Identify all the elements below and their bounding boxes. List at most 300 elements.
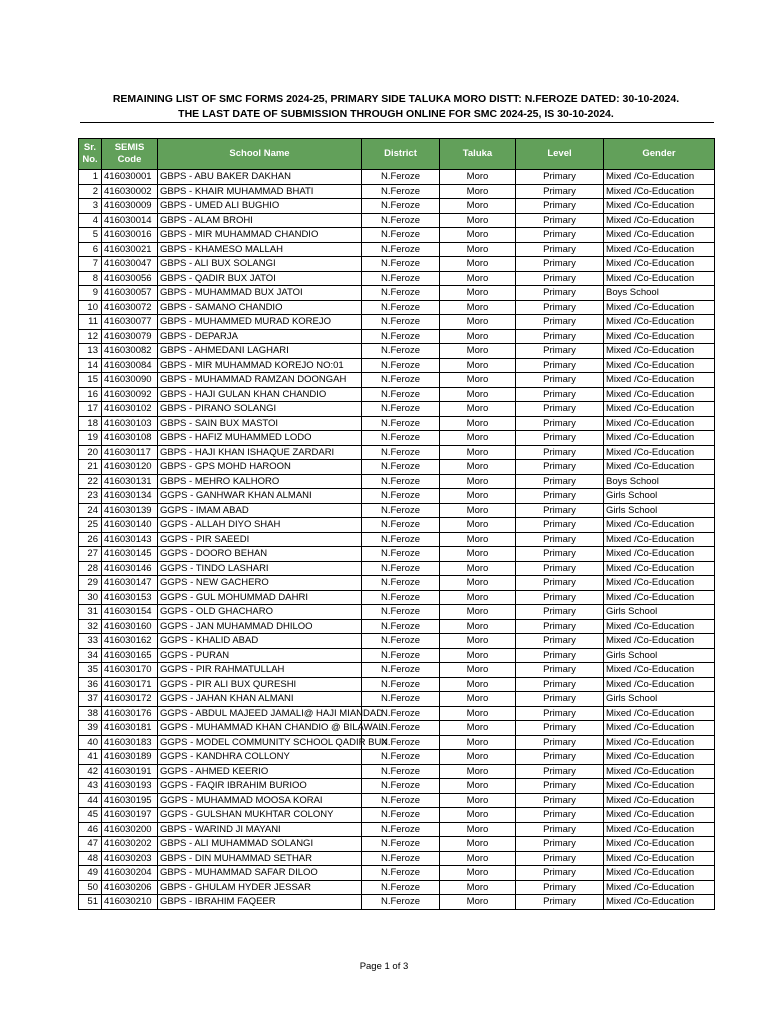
cell-taluka: Moro <box>440 866 516 881</box>
cell-level: Primary <box>516 532 604 547</box>
cell-gender: Mixed /Co-Education <box>604 590 715 605</box>
cell-district: N.Feroze <box>362 387 440 402</box>
cell-sr-no: 7 <box>79 257 102 272</box>
cell-semis-code: 416030204 <box>102 866 158 881</box>
table-row[interactable] <box>79 402 715 417</box>
cell-taluka: Moro <box>440 532 516 547</box>
cell-taluka: Moro <box>440 735 516 750</box>
table-row[interactable] <box>79 851 715 866</box>
cell-district: N.Feroze <box>362 779 440 794</box>
cell-level: Primary <box>516 808 604 823</box>
cell-semis-code: 416030072 <box>102 300 158 315</box>
table-row[interactable] <box>79 373 715 388</box>
cell-school-name: GBPS - SAIN BUX MASTOI <box>158 416 362 431</box>
cell-district: N.Feroze <box>362 764 440 779</box>
cell-semis-code: 416030202 <box>102 837 158 852</box>
cell-district: N.Feroze <box>362 344 440 359</box>
cell-school-name: GGPS - KANDHRA COLLONY <box>158 750 362 765</box>
cell-school-name: GBPS - MUHAMMED MURAD KOREJO <box>158 315 362 330</box>
cell-level: Primary <box>516 300 604 315</box>
cell-gender: Mixed /Co-Education <box>604 315 715 330</box>
cell-semis-code: 416030120 <box>102 460 158 475</box>
cell-school-name: GGPS - OLD GHACHARO <box>158 605 362 620</box>
cell-level: Primary <box>516 286 604 301</box>
cell-level: Primary <box>516 460 604 475</box>
cell-semis-code: 416030140 <box>102 518 158 533</box>
cell-gender: Mixed /Co-Education <box>604 460 715 475</box>
cell-school-name: GGPS - KHALID ABAD <box>158 634 362 649</box>
cell-level: Primary <box>516 576 604 591</box>
table-row[interactable] <box>79 460 715 475</box>
cell-taluka: Moro <box>440 793 516 808</box>
cell-semis-code: 416030103 <box>102 416 158 431</box>
table-row[interactable] <box>79 344 715 359</box>
table-row[interactable] <box>79 532 715 547</box>
table-row[interactable] <box>79 474 715 489</box>
table-row[interactable] <box>79 489 715 504</box>
cell-gender: Mixed /Co-Education <box>604 706 715 721</box>
cell-sr-no: 12 <box>79 329 102 344</box>
cell-gender: Mixed /Co-Education <box>604 764 715 779</box>
cell-sr-no: 20 <box>79 445 102 460</box>
cell-sr-no: 26 <box>79 532 102 547</box>
cell-district: N.Feroze <box>362 431 440 446</box>
cell-gender: Mixed /Co-Education <box>604 532 715 547</box>
cell-district: N.Feroze <box>362 416 440 431</box>
cell-level: Primary <box>516 402 604 417</box>
cell-district: N.Feroze <box>362 750 440 765</box>
cell-sr-no: 41 <box>79 750 102 765</box>
cell-sr-no: 23 <box>79 489 102 504</box>
cell-gender: Girls School <box>604 648 715 663</box>
cell-taluka: Moro <box>440 416 516 431</box>
cell-gender: Mixed /Co-Education <box>604 634 715 649</box>
cell-sr-no: 32 <box>79 619 102 634</box>
cell-level: Primary <box>516 721 604 736</box>
cell-school-name: GBPS - WARIND JI MAYANI <box>158 822 362 837</box>
cell-sr-no: 47 <box>79 837 102 852</box>
schools-table <box>78 138 715 910</box>
cell-school-name: GBPS - ALAM BROHI <box>158 213 362 228</box>
column-header-gender[interactable]: Gender <box>604 139 715 170</box>
table-row[interactable] <box>79 880 715 895</box>
cell-sr-no: 14 <box>79 358 102 373</box>
cell-district: N.Feroze <box>362 880 440 895</box>
cell-school-name: GGPS - MODEL COMMUNITY SCHOOL QADIR BUX <box>158 735 362 750</box>
cell-taluka: Moro <box>440 706 516 721</box>
cell-taluka: Moro <box>440 286 516 301</box>
cell-school-name: GGPS - NEW GACHERO <box>158 576 362 591</box>
cell-semis-code: 416030162 <box>102 634 158 649</box>
table-row[interactable] <box>79 750 715 765</box>
cell-school-name: GBPS - ALI BUX SOLANGI <box>158 257 362 272</box>
cell-gender: Mixed /Co-Education <box>604 271 715 286</box>
cell-taluka: Moro <box>440 721 516 736</box>
cell-gender: Boys School <box>604 286 715 301</box>
cell-sr-no: 43 <box>79 779 102 794</box>
cell-taluka: Moro <box>440 387 516 402</box>
cell-school-name: GBPS - ABU BAKER DAKHAN <box>158 170 362 185</box>
column-header-sr-no[interactable] <box>79 139 102 170</box>
cell-level: Primary <box>516 692 604 707</box>
column-header-taluka[interactable]: Taluka <box>440 139 516 170</box>
cell-level: Primary <box>516 474 604 489</box>
column-header-district[interactable]: District <box>362 139 440 170</box>
table-row[interactable] <box>79 692 715 707</box>
cell-school-name: GBPS - IBRAHIM FAQEER <box>158 895 362 910</box>
cell-gender: Mixed /Co-Education <box>604 416 715 431</box>
cell-gender: Mixed /Co-Education <box>604 373 715 388</box>
cell-sr-no: 28 <box>79 561 102 576</box>
cell-semis-code: 416030191 <box>102 764 158 779</box>
cell-district: N.Feroze <box>362 445 440 460</box>
cell-sr-no: 34 <box>79 648 102 663</box>
cell-taluka: Moro <box>440 489 516 504</box>
table-row[interactable] <box>79 677 715 692</box>
cell-level: Primary <box>516 373 604 388</box>
cell-gender: Mixed /Co-Education <box>604 677 715 692</box>
cell-gender: Mixed /Co-Education <box>604 837 715 852</box>
cell-district: N.Feroze <box>362 721 440 736</box>
table-row[interactable] <box>79 315 715 330</box>
cell-taluka: Moro <box>440 590 516 605</box>
table-row[interactable] <box>79 242 715 257</box>
cell-gender: Mixed /Co-Education <box>604 808 715 823</box>
cell-gender: Boys School <box>604 474 715 489</box>
cell-semis-code: 416030077 <box>102 315 158 330</box>
cell-district: N.Feroze <box>362 286 440 301</box>
cell-gender: Mixed /Co-Education <box>604 257 715 272</box>
cell-taluka: Moro <box>440 257 516 272</box>
cell-taluka: Moro <box>440 619 516 634</box>
cell-taluka: Moro <box>440 170 516 185</box>
cell-semis-code: 416030057 <box>102 286 158 301</box>
table-row[interactable] <box>79 416 715 431</box>
table-row[interactable] <box>79 387 715 402</box>
table-row[interactable] <box>79 837 715 852</box>
cell-semis-code: 416030210 <box>102 895 158 910</box>
cell-sr-no: 42 <box>79 764 102 779</box>
cell-semis-code: 416030193 <box>102 779 158 794</box>
cell-taluka: Moro <box>440 199 516 214</box>
table-row[interactable] <box>79 358 715 373</box>
cell-sr-no: 27 <box>79 547 102 562</box>
cell-level: Primary <box>516 605 604 620</box>
cell-school-name: GGPS - PIR RAHMATULLAH <box>158 663 362 678</box>
cell-taluka: Moro <box>440 576 516 591</box>
table-row[interactable] <box>79 199 715 214</box>
cell-semis-code: 416030002 <box>102 184 158 199</box>
cell-semis-code: 416030189 <box>102 750 158 765</box>
cell-school-name: GGPS - MUHAMMAD KHAN CHANDIO @ BILAWAL <box>158 721 362 736</box>
cell-semis-code: 416030195 <box>102 793 158 808</box>
table-row[interactable] <box>79 605 715 620</box>
table-row[interactable] <box>79 808 715 823</box>
cell-district: N.Feroze <box>362 576 440 591</box>
cell-school-name: GBPS - QADIR BUX JATOI <box>158 271 362 286</box>
table-row[interactable] <box>79 257 715 272</box>
cell-taluka: Moro <box>440 373 516 388</box>
column-header-school-name[interactable]: School Name <box>158 139 362 170</box>
cell-district: N.Feroze <box>362 213 440 228</box>
cell-level: Primary <box>516 822 604 837</box>
table-row[interactable] <box>79 895 715 910</box>
cell-taluka: Moro <box>440 808 516 823</box>
table-row[interactable] <box>79 300 715 315</box>
cell-sr-no: 3 <box>79 199 102 214</box>
cell-semis-code: 416030170 <box>102 663 158 678</box>
cell-taluka: Moro <box>440 677 516 692</box>
cell-level: Primary <box>516 358 604 373</box>
cell-gender: Mixed /Co-Education <box>604 228 715 243</box>
cell-sr-no: 17 <box>79 402 102 417</box>
cell-gender: Mixed /Co-Education <box>604 344 715 359</box>
cell-taluka: Moro <box>440 300 516 315</box>
cell-level: Primary <box>516 242 604 257</box>
table-row[interactable] <box>79 779 715 794</box>
cell-level: Primary <box>516 387 604 402</box>
cell-district: N.Feroze <box>362 793 440 808</box>
table-row[interactable] <box>79 518 715 533</box>
document-title: REMAINING LIST OF SMC FORMS 2024-25, PRIMARY SIDE TALUKA MORO DISTT: N.FEROZE DATED: 30-10-2024. <box>112 93 680 105</box>
cell-level: Primary <box>516 547 604 562</box>
cell-gender: Mixed /Co-Education <box>604 199 715 214</box>
cell-taluka: Moro <box>440 344 516 359</box>
table-row[interactable] <box>79 735 715 750</box>
cell-sr-no: 6 <box>79 242 102 257</box>
cell-sr-no: 45 <box>79 808 102 823</box>
cell-district: N.Feroze <box>362 866 440 881</box>
cell-sr-no: 51 <box>79 895 102 910</box>
cell-gender: Mixed /Co-Education <box>604 779 715 794</box>
cell-taluka: Moro <box>440 242 516 257</box>
table-row[interactable] <box>79 445 715 460</box>
cell-taluka: Moro <box>440 213 516 228</box>
table-row[interactable] <box>79 793 715 808</box>
cell-semis-code: 416030090 <box>102 373 158 388</box>
cell-school-name: GBPS - AHMEDANI LAGHARI <box>158 344 362 359</box>
column-header-level[interactable]: Level <box>516 139 604 170</box>
table-row[interactable] <box>79 634 715 649</box>
cell-sr-no: 4 <box>79 213 102 228</box>
cell-semis-code: 416030176 <box>102 706 158 721</box>
table-row[interactable] <box>79 576 715 591</box>
cell-district: N.Feroze <box>362 561 440 576</box>
cell-semis-code: 416030014 <box>102 213 158 228</box>
cell-district: N.Feroze <box>362 851 440 866</box>
cell-taluka: Moro <box>440 503 516 518</box>
table-row[interactable] <box>79 663 715 678</box>
table-row[interactable] <box>79 286 715 301</box>
table-row[interactable] <box>79 213 715 228</box>
header-semis-line2: Code <box>117 154 142 165</box>
cell-gender: Mixed /Co-Education <box>604 750 715 765</box>
cell-school-name: GGPS - JAHAN KHAN ALMANI <box>158 692 362 707</box>
cell-sr-no: 39 <box>79 721 102 736</box>
cell-sr-no: 38 <box>79 706 102 721</box>
cell-semis-code: 416030084 <box>102 358 158 373</box>
cell-level: Primary <box>516 750 604 765</box>
table-row[interactable] <box>79 561 715 576</box>
cell-sr-no: 13 <box>79 344 102 359</box>
cell-school-name: GBPS - HAFIZ MUHAMMED LODO <box>158 431 362 446</box>
cell-school-name: GGPS - IMAM ABAD <box>158 503 362 518</box>
cell-taluka: Moro <box>440 851 516 866</box>
cell-semis-code: 416030200 <box>102 822 158 837</box>
cell-district: N.Feroze <box>362 808 440 823</box>
cell-school-name: GBPS - DIN MUHAMMAD SETHAR <box>158 851 362 866</box>
table-row[interactable] <box>79 866 715 881</box>
cell-school-name: GBPS - SAMANO CHANDIO <box>158 300 362 315</box>
cell-taluka: Moro <box>440 663 516 678</box>
cell-level: Primary <box>516 213 604 228</box>
cell-semis-code: 416030134 <box>102 489 158 504</box>
table-row[interactable] <box>79 329 715 344</box>
cell-gender: Mixed /Co-Education <box>604 329 715 344</box>
column-header-semis-code[interactable] <box>102 139 158 170</box>
cell-district: N.Feroze <box>362 518 440 533</box>
cell-gender: Mixed /Co-Education <box>604 213 715 228</box>
cell-taluka: Moro <box>440 561 516 576</box>
cell-gender: Mixed /Co-Education <box>604 895 715 910</box>
cell-sr-no: 46 <box>79 822 102 837</box>
cell-district: N.Feroze <box>362 170 440 185</box>
table-row[interactable] <box>79 590 715 605</box>
table-row[interactable] <box>79 822 715 837</box>
cell-semis-code: 416030056 <box>102 271 158 286</box>
title-divider <box>80 122 714 123</box>
table-row[interactable] <box>79 431 715 446</box>
cell-sr-no: 33 <box>79 634 102 649</box>
cell-taluka: Moro <box>440 460 516 475</box>
cell-gender: Mixed /Co-Education <box>604 387 715 402</box>
cell-school-name: GBPS - KHAMESO MALLAH <box>158 242 362 257</box>
cell-school-name: GBPS - MUHAMMAD SAFAR DILOO <box>158 866 362 881</box>
cell-semis-code: 416030047 <box>102 257 158 272</box>
cell-semis-code: 416030117 <box>102 445 158 460</box>
cell-taluka: Moro <box>440 779 516 794</box>
cell-sr-no: 21 <box>79 460 102 475</box>
cell-taluka: Moro <box>440 329 516 344</box>
cell-semis-code: 416030001 <box>102 170 158 185</box>
cell-district: N.Feroze <box>362 634 440 649</box>
cell-district: N.Feroze <box>362 605 440 620</box>
cell-gender: Mixed /Co-Education <box>604 242 715 257</box>
cell-gender: Mixed /Co-Education <box>604 619 715 634</box>
cell-taluka: Moro <box>440 764 516 779</box>
cell-sr-no: 50 <box>79 880 102 895</box>
cell-gender: Girls School <box>604 692 715 707</box>
cell-gender: Girls School <box>604 503 715 518</box>
table-row[interactable] <box>79 184 715 199</box>
cell-school-name: GBPS - GHULAM HYDER JESSAR <box>158 880 362 895</box>
cell-school-name: GBPS - GPS MOHD HAROON <box>158 460 362 475</box>
table-row[interactable] <box>79 547 715 562</box>
cell-school-name: GBPS - MUHAMMAD BUX JATOI <box>158 286 362 301</box>
cell-level: Primary <box>516 837 604 852</box>
cell-taluka: Moro <box>440 547 516 562</box>
cell-school-name: GBPS - ALI MUHAMMAD SOLANGI <box>158 837 362 852</box>
table-row[interactable] <box>79 271 715 286</box>
cell-school-name: GBPS - HAJI KHAN ISHAQUE ZARDARI <box>158 445 362 460</box>
cell-level: Primary <box>516 561 604 576</box>
cell-semis-code: 416030016 <box>102 228 158 243</box>
cell-gender: Mixed /Co-Education <box>604 851 715 866</box>
cell-level: Primary <box>516 779 604 794</box>
document-subtitle: THE LAST DATE OF SUBMISSION THROUGH ONLINE FOR SMC 2024-25, IS 30-10-2024. <box>178 108 614 120</box>
cell-gender: Mixed /Co-Education <box>604 300 715 315</box>
cell-level: Primary <box>516 866 604 881</box>
cell-taluka: Moro <box>440 228 516 243</box>
cell-district: N.Feroze <box>362 271 440 286</box>
cell-sr-no: 29 <box>79 576 102 591</box>
cell-level: Primary <box>516 445 604 460</box>
cell-semis-code: 416030197 <box>102 808 158 823</box>
table-row[interactable] <box>79 706 715 721</box>
cell-taluka: Moro <box>440 518 516 533</box>
cell-taluka: Moro <box>440 445 516 460</box>
cell-semis-code: 416030181 <box>102 721 158 736</box>
cell-semis-code: 416030203 <box>102 851 158 866</box>
cell-school-name: GBPS - KHAIR MUHAMMAD BHATI <box>158 184 362 199</box>
cell-sr-no: 44 <box>79 793 102 808</box>
cell-school-name: GBPS - DEPARJA <box>158 329 362 344</box>
document-title-block <box>80 92 712 122</box>
cell-district: N.Feroze <box>362 619 440 634</box>
cell-district: N.Feroze <box>362 460 440 475</box>
cell-school-name: GGPS - GANHWAR KHAN ALMANI <box>158 489 362 504</box>
table-row[interactable] <box>79 503 715 518</box>
table-row[interactable] <box>79 170 715 185</box>
cell-sr-no: 1 <box>79 170 102 185</box>
cell-district: N.Feroze <box>362 474 440 489</box>
table-row[interactable] <box>79 721 715 736</box>
cell-sr-no: 25 <box>79 518 102 533</box>
cell-level: Primary <box>516 199 604 214</box>
header-sr-line2: No. <box>82 154 98 165</box>
cell-district: N.Feroze <box>362 648 440 663</box>
table-row[interactable] <box>79 619 715 634</box>
cell-taluka: Moro <box>440 605 516 620</box>
cell-sr-no: 30 <box>79 590 102 605</box>
cell-district: N.Feroze <box>362 663 440 678</box>
cell-sr-no: 22 <box>79 474 102 489</box>
cell-gender: Mixed /Co-Education <box>604 170 715 185</box>
table-row[interactable] <box>79 648 715 663</box>
cell-school-name: GGPS - DOORO BEHAN <box>158 547 362 562</box>
table-row[interactable] <box>79 228 715 243</box>
cell-sr-no: 9 <box>79 286 102 301</box>
cell-district: N.Feroze <box>362 315 440 330</box>
cell-taluka: Moro <box>440 634 516 649</box>
cell-level: Primary <box>516 416 604 431</box>
cell-sr-no: 18 <box>79 416 102 431</box>
table-row[interactable] <box>79 764 715 779</box>
cell-level: Primary <box>516 648 604 663</box>
cell-district: N.Feroze <box>362 242 440 257</box>
header-sr-line1: Sr. <box>83 142 97 153</box>
cell-district: N.Feroze <box>362 735 440 750</box>
cell-taluka: Moro <box>440 474 516 489</box>
cell-gender: Girls School <box>604 489 715 504</box>
cell-level: Primary <box>516 257 604 272</box>
page-number: Page 1 of 3 <box>359 961 409 972</box>
cell-district: N.Feroze <box>362 822 440 837</box>
cell-gender: Mixed /Co-Education <box>604 576 715 591</box>
cell-semis-code: 416030102 <box>102 402 158 417</box>
cell-level: Primary <box>516 764 604 779</box>
cell-school-name: GGPS - PIR ALI BUX QURESHI <box>158 677 362 692</box>
